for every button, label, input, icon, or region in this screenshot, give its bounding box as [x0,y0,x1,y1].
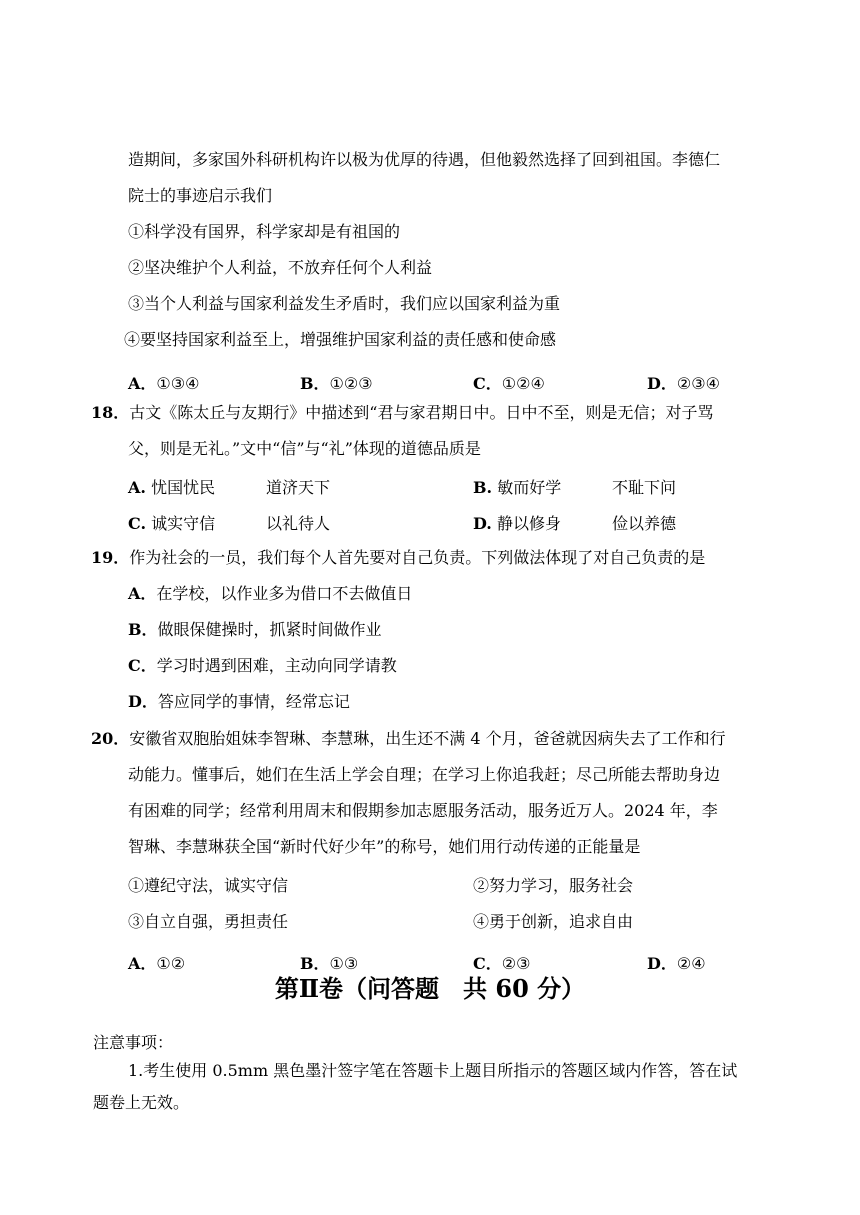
q17-option-c [473,371,545,394]
q17-statement-1: ①科学没有国界，科学家却是有祖国的 [128,222,401,241]
q20-statement-4: ④勇于创新，追求自由 [473,912,634,931]
option-letter: B． [300,954,330,973]
q18-option-d [473,511,561,534]
q19-stem [91,548,705,568]
q17-statement-4: ④要坚持国家利益至上，增强维护国家利益的责任感和使命感 [124,330,557,349]
q20-option-b [300,951,358,974]
question-number: 20． [91,729,130,748]
note-1-line-1: 1.考生使用 0.5mm 黑色墨汁签字笔在答题卡上题目所指示的答题区域内作答，答在试 [128,1061,738,1080]
q17-statement-2: ②坚决维护个人利益，不放弃任何个人利益 [128,258,433,277]
note-1-line-2: 题卷上无效。 [93,1093,190,1112]
option-text: ②③④ [676,374,720,393]
option-text: ①②④ [501,374,545,393]
option-text: 答应同学的事情，经常忘记 [157,692,350,711]
q19-option-c [128,656,397,676]
option-letter: C． [473,954,502,973]
q20-option-c [473,951,530,974]
option-text: 在学校，以作业多为借口不去做值日 [156,584,413,603]
q18-stem-text: 古文《陈太丘与友期行》中描述到“君与家君期日中。日中不至，则是无信；对子骂 [129,403,714,422]
q18-option-b-part2: 不耻下问 [612,478,677,497]
option-letter: A． [128,584,157,603]
q18-stem-line-2: 父，则是无礼。”文中“信”与“礼”体现的道德品质是 [128,439,481,458]
q20-stem-line-2: 动能力。懂事后，她们在生活上学会自理；在学习上你追我赶；尽己所能去帮助身边 [128,765,721,784]
q18-option-a [128,475,215,498]
q18-option-b [473,475,561,498]
q20-option-a [128,951,185,974]
option-text: ①② [156,954,186,973]
option-text: ①③④ [156,374,200,393]
option-text: ②③ [501,954,531,973]
option-letter: C． [473,374,502,393]
q20-statement-2: ②努力学习，服务社会 [473,876,634,895]
option-letter: D． [647,954,677,973]
option-letter: B. [473,478,493,497]
option-letter: A． [128,374,157,393]
option-text: 诚实守信 [151,514,216,533]
option-text: 静以修身 [496,514,561,533]
part2-title: 第Ⅱ卷（问答题 共 60 分） [274,974,586,1003]
q20-stem-text: 安徽省双胞胎姐妹李智琳、李慧琳，出生还不满 4 个月，爸爸就因病失去了工作和行 [129,729,726,748]
q20-statement-3: ③自立自强，勇担责任 [128,912,289,931]
option-text: 做眼保健操时，抓紧时间做作业 [157,620,382,639]
option-text: ①②③ [329,374,373,393]
option-letter: D． [128,692,158,711]
q19-option-b [128,620,382,640]
notes-heading: 注意事项： [93,1033,174,1052]
option-letter: C. [128,514,147,533]
q17-option-d [647,371,720,394]
q20-stem-line-4: 智琳、李慧琳获全国“新时代好少年”的称号，她们用行动传递的正能量是 [128,837,641,856]
q17-stem-line-2: 院士的事迹启示我们 [128,186,273,205]
q18-option-d-part2: 俭以养德 [612,514,677,533]
option-letter: C． [128,656,157,675]
option-text: 学习时遇到困难，主动向同学请教 [156,656,397,675]
question-number: 19． [91,548,130,567]
option-text: 敏而好学 [497,478,562,497]
option-text: 忧国忧民 [151,478,216,497]
q18-option-c-part2: 以礼待人 [266,514,331,533]
option-letter: A． [128,954,157,973]
option-letter: A. [128,478,146,497]
q19-stem-text: 作为社会的一员，我们每个人首先要对自己负责。下列做法体现了对自己负责的是 [129,548,706,567]
q17-statement-3: ③当个人利益与国家利益发生矛盾时，我们应以国家利益为重 [128,294,561,313]
option-letter: D. [473,514,492,533]
option-letter: D． [647,374,677,393]
option-letter: B． [128,620,158,639]
q17-option-b [300,371,373,394]
question-number: 18． [91,403,130,422]
q20-stem-line-3: 有困难的同学；经常利用周末和假期参加志愿服务活动，服务近万人。2024 年，李 [128,801,718,820]
q20-stem-line-1 [91,729,726,749]
option-text: ①③ [329,954,359,973]
q18-option-c [128,511,215,534]
q17-stem-line-1: 造期间，多家国外科研机构许以极为优厚的待遇，但他毅然选择了回到祖国。李德仁 [128,150,721,169]
q18-option-a-part2: 道济天下 [266,478,331,497]
q20-option-d [647,951,706,974]
option-letter: B． [300,374,330,393]
q19-option-a [128,584,412,604]
q20-statement-1: ①遵纪守法，诚实守信 [128,876,289,895]
option-text: ②④ [676,954,706,973]
q17-option-a [128,371,199,394]
q19-option-d [128,692,350,712]
q18-stem-line-1 [91,403,713,423]
